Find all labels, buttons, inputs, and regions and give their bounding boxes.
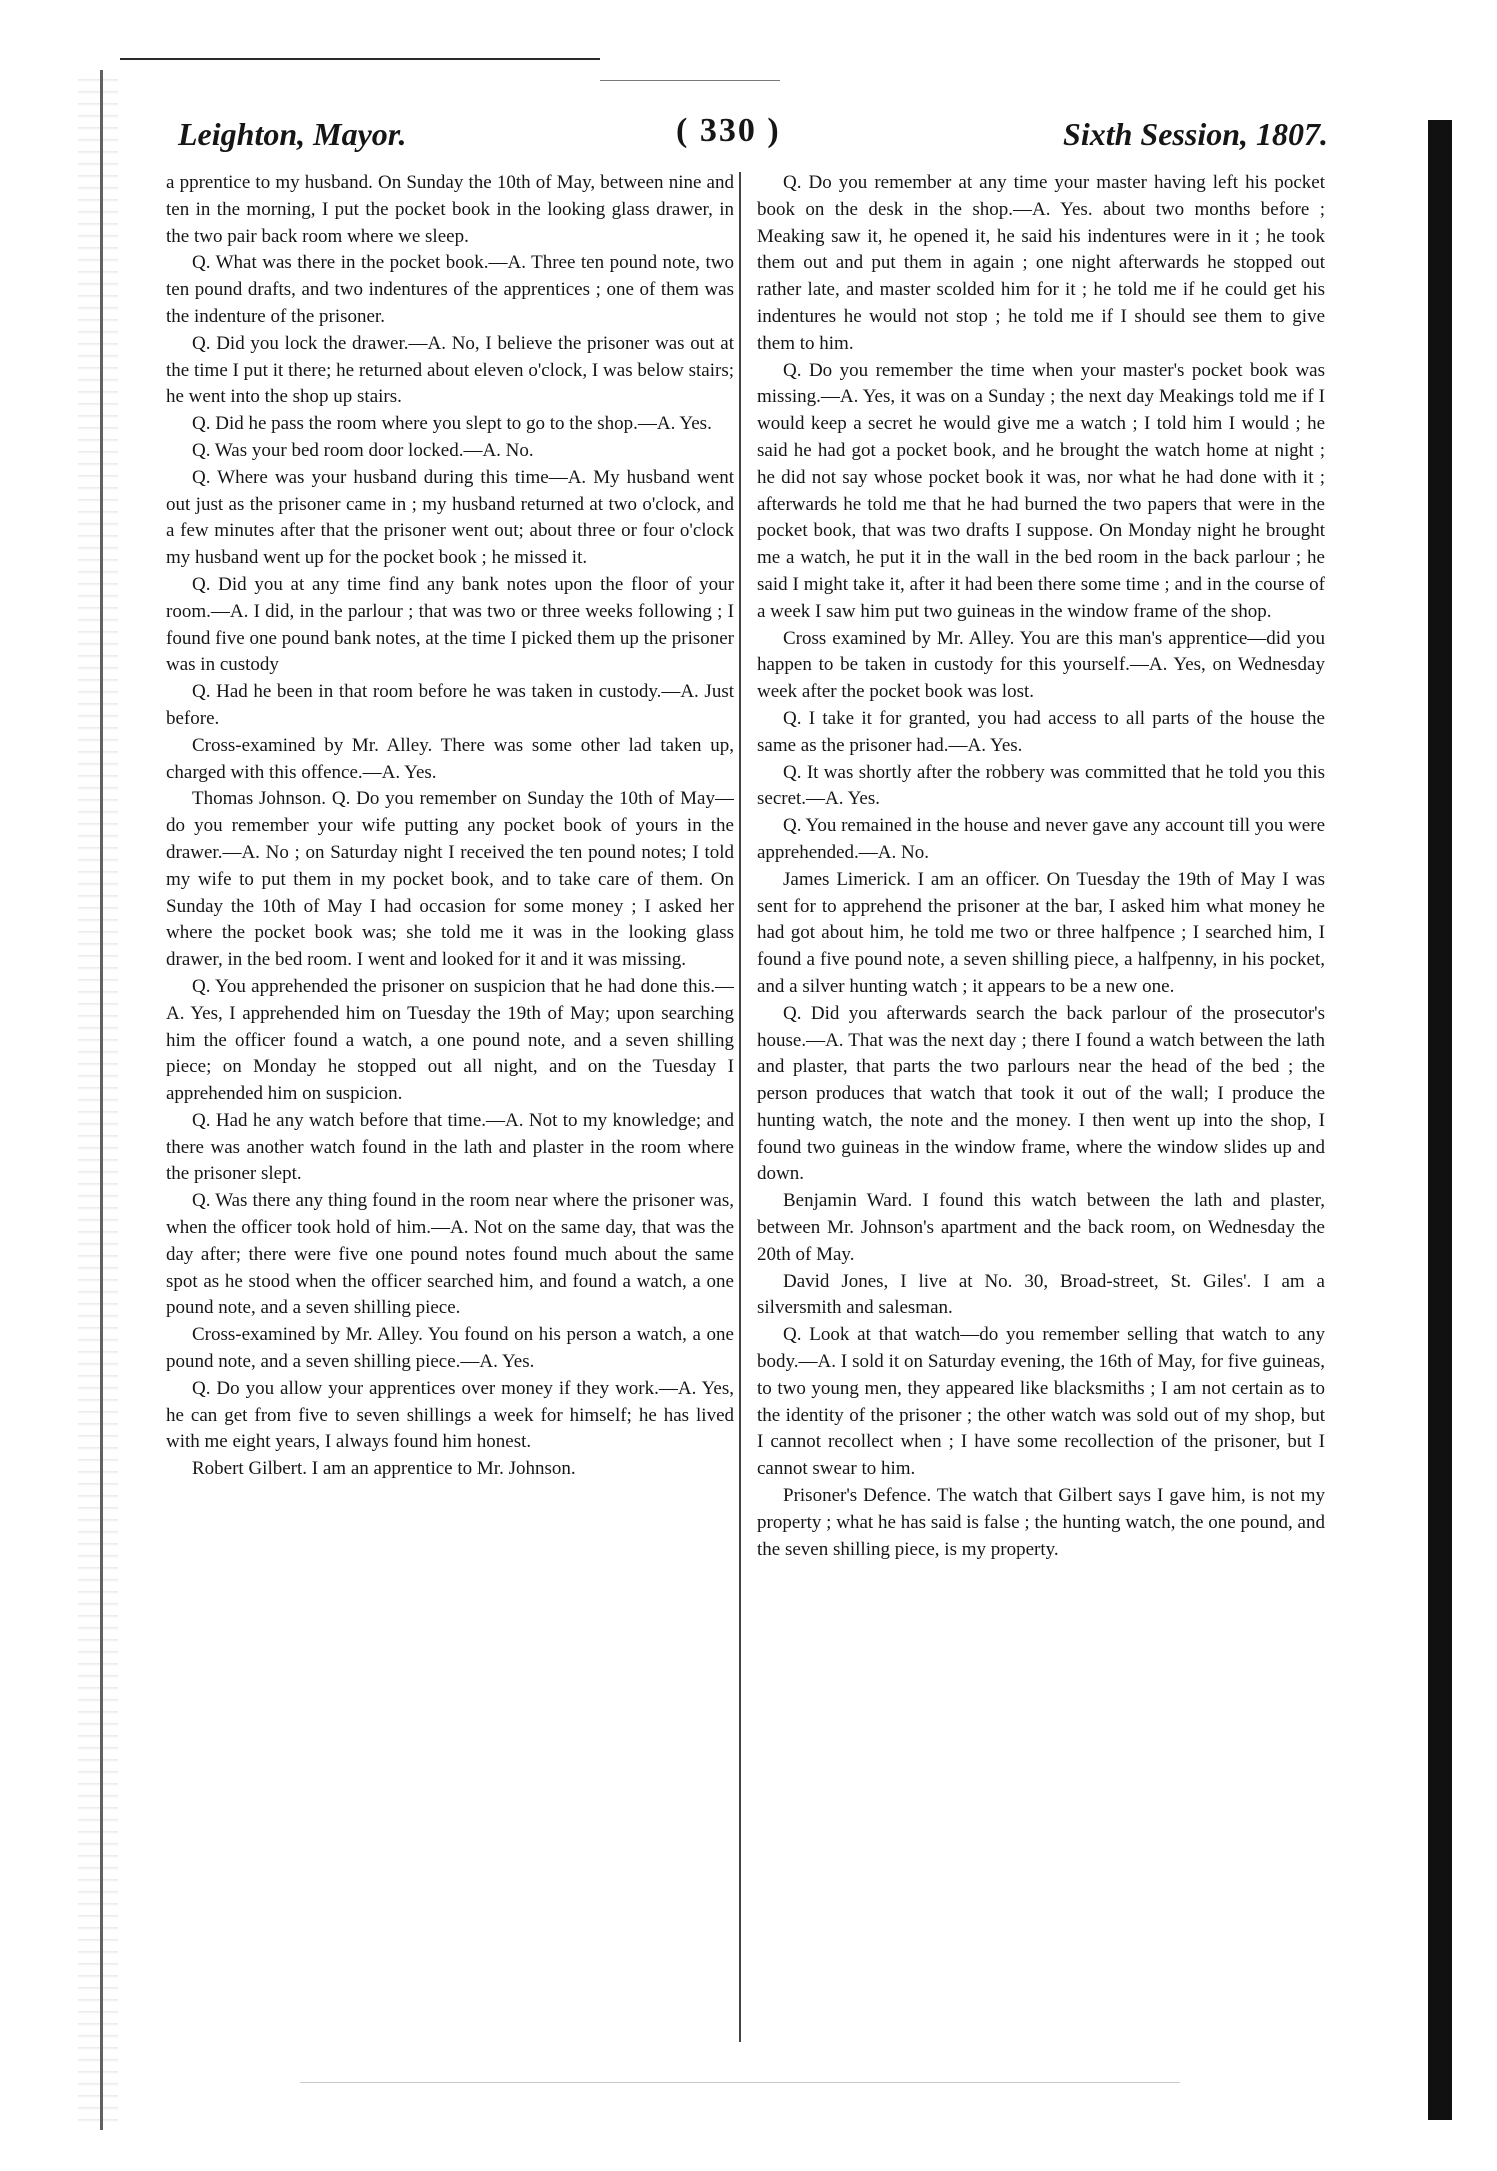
right-column — [757, 170, 1325, 2050]
paragraph: Q. Was there any thing found in the room near where the prisoner was, when the officer took hold of him.—A. Not on the same day, that was the day after; there were five one pound notes found much about the same spot as he stood when the officer searched him, and found a watch, a one pound note, and a seven shilling piece. — [166, 1190, 734, 1319]
bottom-rule — [300, 2082, 1180, 2083]
prisoner-defence-paragraph: Prisoner's Defence. The watch that Gilbert says I gave him, is not my property ; what he has said is false ; the hunting watch, the one pound, and the seven shilling piece, is my property. — [757, 1485, 1325, 1560]
paragraph: Q. It was shortly after the robbery was committed that he told you this secret.—A. Yes. — [757, 761, 1325, 810]
paragraph: Q. Do you remember the time when your master's pocket book was missing.—A. Yes, it was on a Sunday ; the next day Meakings told me if I would keep a secret he would give me a watch ; I told him I would ; he said he had got a pocket book, and he brought the watch home at night ; he did not say whose pocket book it was, nor what he had done with it ; afterwards he told me that he had burned the two papers that were in the pocket book, that was two drafts I suppose. On Monday night he brought me a watch, he put it in the wall in the bed room in the back parlour ; he said I might take it, after it had been there some time ; and in the course of a week I saw him put two guineas in the window frame of the shop. — [757, 359, 1325, 622]
paragraph: Q. Where was your husband during this time—A. My husband went out just as the prisoner came in ; my husband returned at two o'clock, and a few minutes after that the prisoner went out; about three or four o'clock my husband went up for the pocket book ; he missed it. — [166, 466, 734, 569]
paragraph: Q. Did you at any time find any bank notes upon the floor of your room.—A. I did, in the parlour ; that was two or three weeks following ; I found five one pound bank notes, at the time I picked them up the prisoner was in custody — [166, 573, 734, 676]
left-column — [166, 170, 734, 2050]
paragraph: Q. Did you lock the drawer.—A. No, I believe the prisoner was out at the time I put it there; he returned about eleven o'clock, I was below stairs; he went into the shop up stairs. — [166, 332, 734, 408]
witness-paragraph: James Limerick. I am an officer. On Tuesday the 19th of May I was sent for to apprehend the prisoner at the bar, I asked him what money he had got about him, he told me two or three halfpence ; I searched him, I found a five pound note, a seven shilling piece, a halfpenny, in his pocket, and a silver hunting watch ; it appears to be a new one. — [757, 868, 1325, 997]
witness-paragraph: Thomas Johnson. Q. Do you remember on Sunday the 10th of May—do you remember your wife putting any pocket book of yours in the drawer.—A. No ; on Saturday night I received the ten pound notes; I told my wife to put them in my pocket book, and to take care of them. On Sunday the 10th of May I had occasion for some money ; I asked her where the pocket book was; she told me it was in the looking glass drawer, in the bed room. I went and looked for it and it was missing. — [166, 788, 734, 971]
paragraph: Q. Had he been in that room before he was taken in custody.—A. Just before. — [166, 681, 734, 729]
witness-paragraph: David Jones, I live at No. 30, Broad-street, St. Giles'. I am a silversmith and salesman. — [757, 1270, 1325, 1319]
top-rule-secondary — [600, 80, 780, 81]
page-number: ( 330 ) — [676, 112, 781, 149]
paragraph: Q. Did he pass the room where you slept to go to the shop.—A. Yes. — [192, 413, 712, 435]
paragraph: a pprentice to my husband. On Sunday the 10th of May, between nine and ten in the morning, I put the pocket book in the looking glass drawer, in the two pair back room where we sleep. — [166, 172, 734, 247]
paragraph: Q. What was there in the pocket book.—A. Three ten pound note, two ten pound drafts, and two indentures of the apprentices ; one of them was the indenture of the prisoner. — [166, 252, 734, 327]
paragraph: Q. Was your bed room door locked.—A. No. — [192, 439, 534, 461]
paragraph: Q. Do you allow your apprentices over money if they work.—A. Yes, he can get from five to seven shillings a week for himself; he has lived with me eight years, I always found him honest. — [166, 1377, 734, 1453]
cross-examination-paragraph: Cross-examined by Mr. Alley. You found on his person a watch, a one pound note, and a seven shilling piece.—A. Yes. — [166, 1324, 734, 1373]
paragraph: Q. You apprehended the prisoner on suspicion that he had done this.—A. Yes, I apprehended him on Tuesday the 19th of May; upon searching him the officer found a watch, a one pound note, and a seven shilling piece; on Monday he stopped out all night, and on the Tuesday I apprehended him on suspicion. — [166, 975, 734, 1105]
cross-examination-paragraph: Cross examined by Mr. Alley. You are this man's apprentice—did you happen to be taken in custody for this yourself.—A. Yes, on Wednesday week after the pocket book was lost. — [757, 627, 1325, 703]
scan-edge-bar — [1428, 120, 1452, 2120]
running-head — [178, 108, 1328, 164]
paragraph: Q. You remained in the house and never gave any account till you were apprehended.—A. No. — [757, 815, 1325, 863]
running-head-right: Sixth Session, 1807. — [1063, 116, 1328, 152]
top-rule — [120, 58, 600, 60]
binding-edge — [78, 70, 118, 2130]
running-head-left: Leighton, Mayor. — [178, 116, 407, 152]
cross-examination-paragraph: Cross-examined by Mr. Alley. There was some other lad taken up, charged with this offence.—A. Yes. — [166, 734, 734, 783]
witness-paragraph: Benjamin Ward. I found this watch between the lath and plaster, between Mr. Johnson's apartment and the back room, on Wednesday the 20th of May. — [757, 1190, 1325, 1265]
paragraph: Q. Did you afterwards search the back parlour of the prosecutor's house.—A. That was the next day ; there I found a watch between the lath and plaster, that parts the two parlours near the head of the bed ; the person produces that watch that took it out of the wall; I produce the hunting watch, the note and the money. I then went up into the shop, I found two guineas in the window frame, where the window slides up and down. — [757, 1002, 1325, 1185]
paragraph: Q. Do you remember at any time your master having left his pocket book on the desk in the shop.—A. Yes. about two months before ; Meaking saw it, he opened it, he said his indentures were in it ; he took them out and put them in again ; one night afterwards he stopped out rather late, and master scolded him for it ; he told me if he could get his indentures he would not stop ; he told me if I should see them to give them to him. — [757, 172, 1325, 354]
paragraph: Q. I take it for granted, you had access to all parts of the house the same as the prisoner had.—A. Yes. — [757, 707, 1325, 756]
witness-paragraph: Robert Gilbert. I am an apprentice to Mr. Johnson. — [192, 1458, 576, 1480]
binding-rule — [100, 70, 103, 2130]
column-divider — [739, 172, 741, 2042]
paragraph: Q. Look at that watch—do you remember selling that watch to any body.—A. I sold it on Saturday evening, the 16th of May, for five guineas, to two young men, they appeared like blacksmiths ; I am not certain as to the identity of the prisoner ; the other watch was sold out of my shop, but I cannot recollect when ; I have some recollection of the prisoner, but I cannot swear to him. — [757, 1324, 1325, 1480]
paragraph: Q. Had he any watch before that time.—A. Not to my knowledge; and there was another watch found in the lath and plaster in the room where the prisoner slept. — [166, 1109, 734, 1185]
